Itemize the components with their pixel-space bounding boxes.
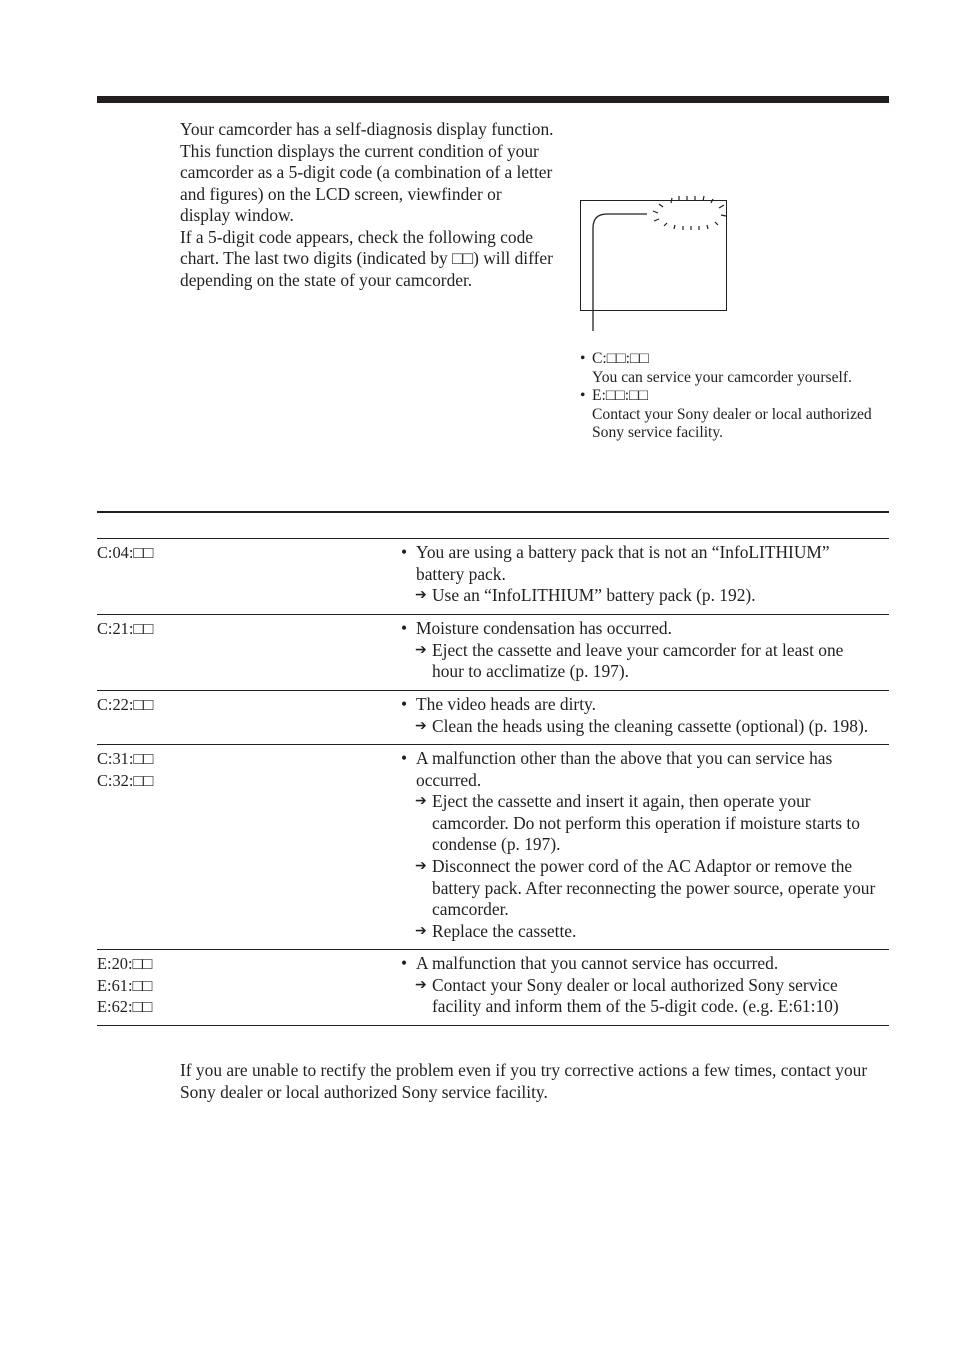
bullet-icon: •: [580, 387, 586, 405]
cause-remedy-cell: [399, 748, 879, 942]
note-description: You can service your camcorder yourself.: [592, 368, 852, 386]
diagnosis-code: E:61:□□: [97, 975, 153, 995]
code-cell: [97, 618, 397, 687]
code-cell: [97, 542, 397, 611]
remedy-text: [399, 856, 879, 921]
intro-paragraph-2: This function displays the current condition of your camcorder as a 5-digit code (a combination of a letter and figures) on the LCD screen, viewfinder or display window.: [180, 140, 553, 225]
cause-label: Moisture condensation has occurred.: [416, 618, 672, 638]
code-cell: [97, 694, 397, 741]
cause-label: A malfunction that you cannot service has occurred.: [416, 953, 779, 973]
note-code: C:□□:□□: [592, 350, 649, 367]
diagnosis-code: C:21:□□: [97, 619, 154, 638]
remedy-label: Clean the heads using the cleaning cassette (optional) (p. 198).: [432, 715, 869, 736]
remedy-text: [399, 791, 879, 856]
remedy-text: [399, 975, 879, 1018]
bullet-icon: •: [580, 350, 586, 367]
diagnosis-code: C:31:□□: [97, 749, 154, 768]
cause-remedy-cell: [399, 618, 879, 683]
remedy-label: Eject the cassette and leave your camcorder for at least one hour to acclimatize (p. 197).: [432, 639, 844, 682]
note-contact-dealer: [580, 387, 880, 443]
intro-paragraph-1: Your camcorder has a self-diagnosis display function.: [180, 119, 554, 139]
cause-label: The video heads are dirty.: [416, 694, 596, 714]
blinking-indicator-icon: [653, 196, 726, 230]
cause-remedy-cell: [399, 953, 879, 1018]
remedy-text: [399, 716, 879, 738]
arrow-right-icon: ➔: [415, 794, 427, 810]
note-code: E:□□:□□: [592, 387, 648, 405]
cause-text: [399, 618, 879, 640]
display-screen-illustration: [579, 195, 739, 335]
note-user-serviceable: [580, 350, 880, 387]
intro-text: [180, 119, 555, 291]
code-pointer-line: [593, 214, 647, 331]
remedy-label: Use an “InfoLITHIUM” battery pack (p. 192).: [432, 585, 756, 606]
arrow-right-icon: ➔: [415, 858, 427, 874]
table-row: [97, 615, 889, 691]
remedy-text: [399, 921, 879, 943]
screen-frame: [581, 201, 727, 311]
remedy-label: Eject the cassette and insert it again, then operate your camcorder. Do not perform this operation if moisture starts to condense (p. 197).: [432, 791, 860, 855]
diagnosis-code: E:62:□□: [97, 997, 153, 1017]
cause-text: [399, 694, 879, 716]
cause-remedy-cell: [399, 542, 879, 607]
cause-remedy-cell: [399, 694, 879, 737]
remedy-label: Replace the cassette.: [432, 920, 577, 941]
table-row: [97, 539, 889, 615]
figure-notes: [580, 350, 880, 443]
cause-label: A malfunction other than the above that you can service has occurred.: [416, 748, 833, 790]
arrow-right-icon: ➔: [415, 718, 427, 734]
diagnosis-code: C:22:□□: [97, 695, 154, 714]
footer-note: [180, 1060, 880, 1103]
intro-paragraph-3: If a 5-digit code appears, check the following code chart. The last two digits (indicated by □□) will differ depending on the state of your camcorder.: [180, 226, 553, 290]
arrow-right-icon: ➔: [415, 977, 427, 993]
remedy-text: [399, 640, 879, 683]
arrow-right-icon: ➔: [415, 923, 427, 939]
table-row: [97, 950, 889, 1026]
arrow-right-icon: ➔: [415, 588, 427, 604]
section-top-rule: [97, 96, 889, 103]
diagnosis-code: C:32:□□: [97, 770, 154, 790]
diagnosis-code: E:20:□□: [97, 954, 153, 973]
remedy-label: Disconnect the power cord of the AC Adaptor or remove the battery pack. After reconnecting the power source, operate your camcorder.: [432, 855, 876, 920]
cause-text: [399, 953, 879, 975]
table-row: [97, 745, 889, 950]
code-cell: [97, 953, 397, 1022]
arrow-right-icon: ➔: [415, 642, 427, 658]
cause-text: [399, 748, 879, 791]
note-description: Contact your Sony dealer or local authorized Sony service facility.: [592, 405, 872, 442]
diagnosis-code: C:04:□□: [97, 543, 154, 562]
table-row: [97, 691, 889, 745]
remedy-label: Contact your Sony dealer or local authorized Sony service facility and inform them of the 5-digit code. (e.g. E:61:10): [432, 974, 839, 1017]
footer-text: If you are unable to rectify the problem even if you try corrective actions a few times, contact your Sony dealer or local authorized Sony service facility.: [180, 1060, 868, 1102]
code-cell: [97, 748, 397, 946]
cause-text: [399, 542, 879, 585]
table-top-rule: [97, 511, 889, 513]
cause-label: You are using a battery pack that is not an “InfoLITHIUM” battery pack.: [416, 542, 830, 584]
self-diagnosis-code-table: [97, 538, 889, 1026]
remedy-text: [399, 585, 879, 607]
